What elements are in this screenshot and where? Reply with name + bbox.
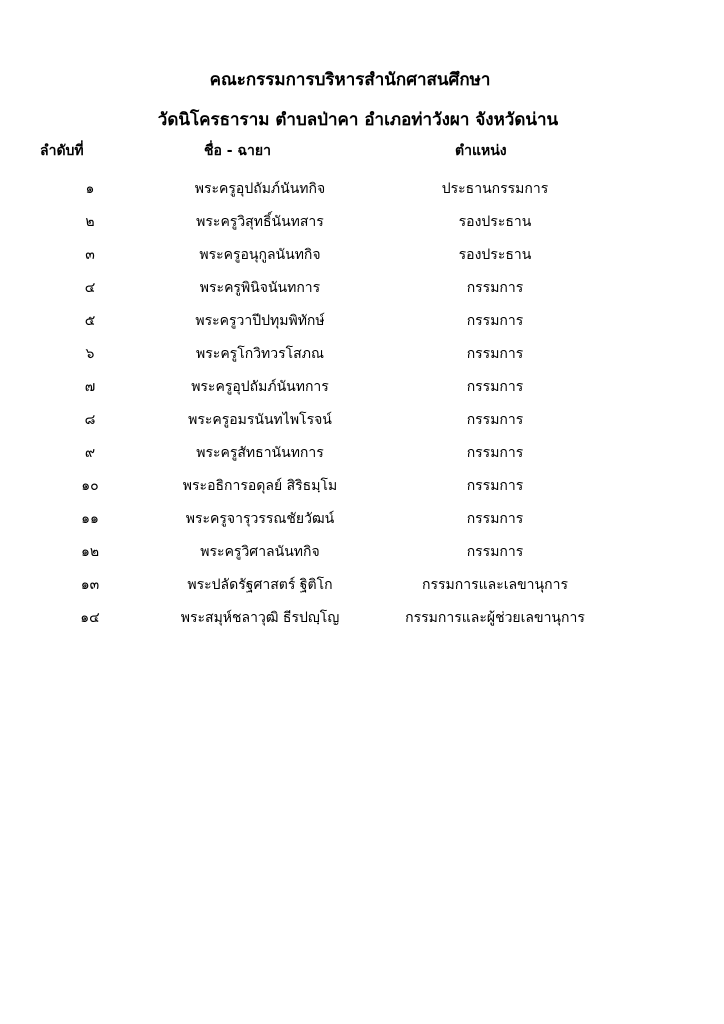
table-row: [0, 475, 724, 508]
table-row: [0, 244, 724, 277]
row-number: ๒: [85, 214, 95, 230]
document-subtitle: วัดนิโครธาราม ตำบลป่าคา อำเภอท่าวังผา จังหวัดน่าน: [157, 110, 559, 130]
row-number: ๗: [84, 379, 96, 395]
row-number: ๑๐: [81, 478, 99, 494]
column-header-order: ลำดับที่: [40, 143, 84, 159]
member-name: พระครูอมรนันทไพโรจน์: [188, 412, 332, 428]
member-name: พระครูจารุวรรณชัยวัฒน์: [185, 511, 335, 527]
member-name: พระครูอุปถัมภ์นันทการ: [191, 379, 329, 395]
table-row: [0, 442, 724, 475]
table-row: [0, 178, 724, 211]
document-title: คณะกรรมการบริหารสำนักศาสนศึกษา: [209, 70, 491, 90]
member-name: พระอธิการอดุลย์ สิริธมฺโม: [182, 478, 338, 494]
table-row: [0, 277, 724, 310]
member-name: พระครูสัทธานันทการ: [196, 445, 324, 461]
row-number: ๘: [84, 412, 96, 428]
row-number: ๑๑: [81, 511, 99, 527]
row-number: ๑๓: [80, 577, 100, 593]
row-number: ๑๒: [80, 544, 100, 560]
row-number: ๑๔: [80, 610, 100, 626]
member-position: รองประธาน: [458, 247, 532, 263]
column-header-position: ตำแหน่ง: [455, 143, 507, 159]
table-row: [0, 541, 724, 574]
member-name: พระครูวิศาลนันทกิจ: [200, 544, 320, 560]
member-position: กรรมการ: [466, 445, 524, 461]
member-position: รองประธาน: [458, 214, 532, 230]
table-row: [0, 376, 724, 409]
table-row: [0, 343, 724, 376]
table-row: [0, 211, 724, 244]
member-name: พระครูพินิจนันทการ: [199, 280, 321, 296]
member-position: กรรมการ: [466, 379, 524, 395]
member-position: ประธานกรรมการ: [441, 181, 549, 197]
row-number: ๑: [85, 181, 95, 197]
column-header-name: ชื่อ - ฉายา: [204, 143, 271, 159]
member-position: กรรมการและเลขานุการ: [422, 577, 568, 593]
row-number: ๖: [85, 346, 95, 362]
member-position: กรรมการและผู้ช่วยเลขานุการ: [405, 610, 585, 626]
member-name: พระสมุห์ชลาวุฒิ ธีรปญฺโญ: [180, 610, 340, 626]
member-name: พระครูวิสุทธิ์นันทสาร: [196, 214, 324, 230]
member-position: กรรมการ: [466, 346, 524, 362]
table-row: [0, 310, 724, 343]
member-position: กรรมการ: [466, 511, 524, 527]
row-number: ๔: [84, 280, 96, 296]
member-name: พระครูอนุกูลนันทกิจ: [199, 247, 321, 263]
member-position: กรรมการ: [466, 313, 524, 329]
table-row: [0, 574, 724, 607]
table-row: [0, 508, 724, 541]
row-number: ๙: [84, 445, 96, 461]
member-position: กรรมการ: [466, 478, 524, 494]
row-number: ๓: [85, 247, 95, 263]
row-number: ๕: [84, 313, 96, 329]
table-row: [0, 409, 724, 442]
member-name: พระครูวาปีปทุมพิทักษ์: [195, 313, 325, 329]
member-position: กรรมการ: [466, 544, 524, 560]
member-name: พระปลัดรัฐศาสตร์ ฐิติโก: [187, 577, 333, 593]
member-name: พระครูโกวิทวรโสภณ: [196, 346, 324, 362]
member-position: กรรมการ: [466, 412, 524, 428]
table-row: [0, 607, 724, 640]
member-name: พระครูอุปถัมภ์นันทกิจ: [194, 181, 326, 197]
member-position: กรรมการ: [466, 280, 524, 296]
